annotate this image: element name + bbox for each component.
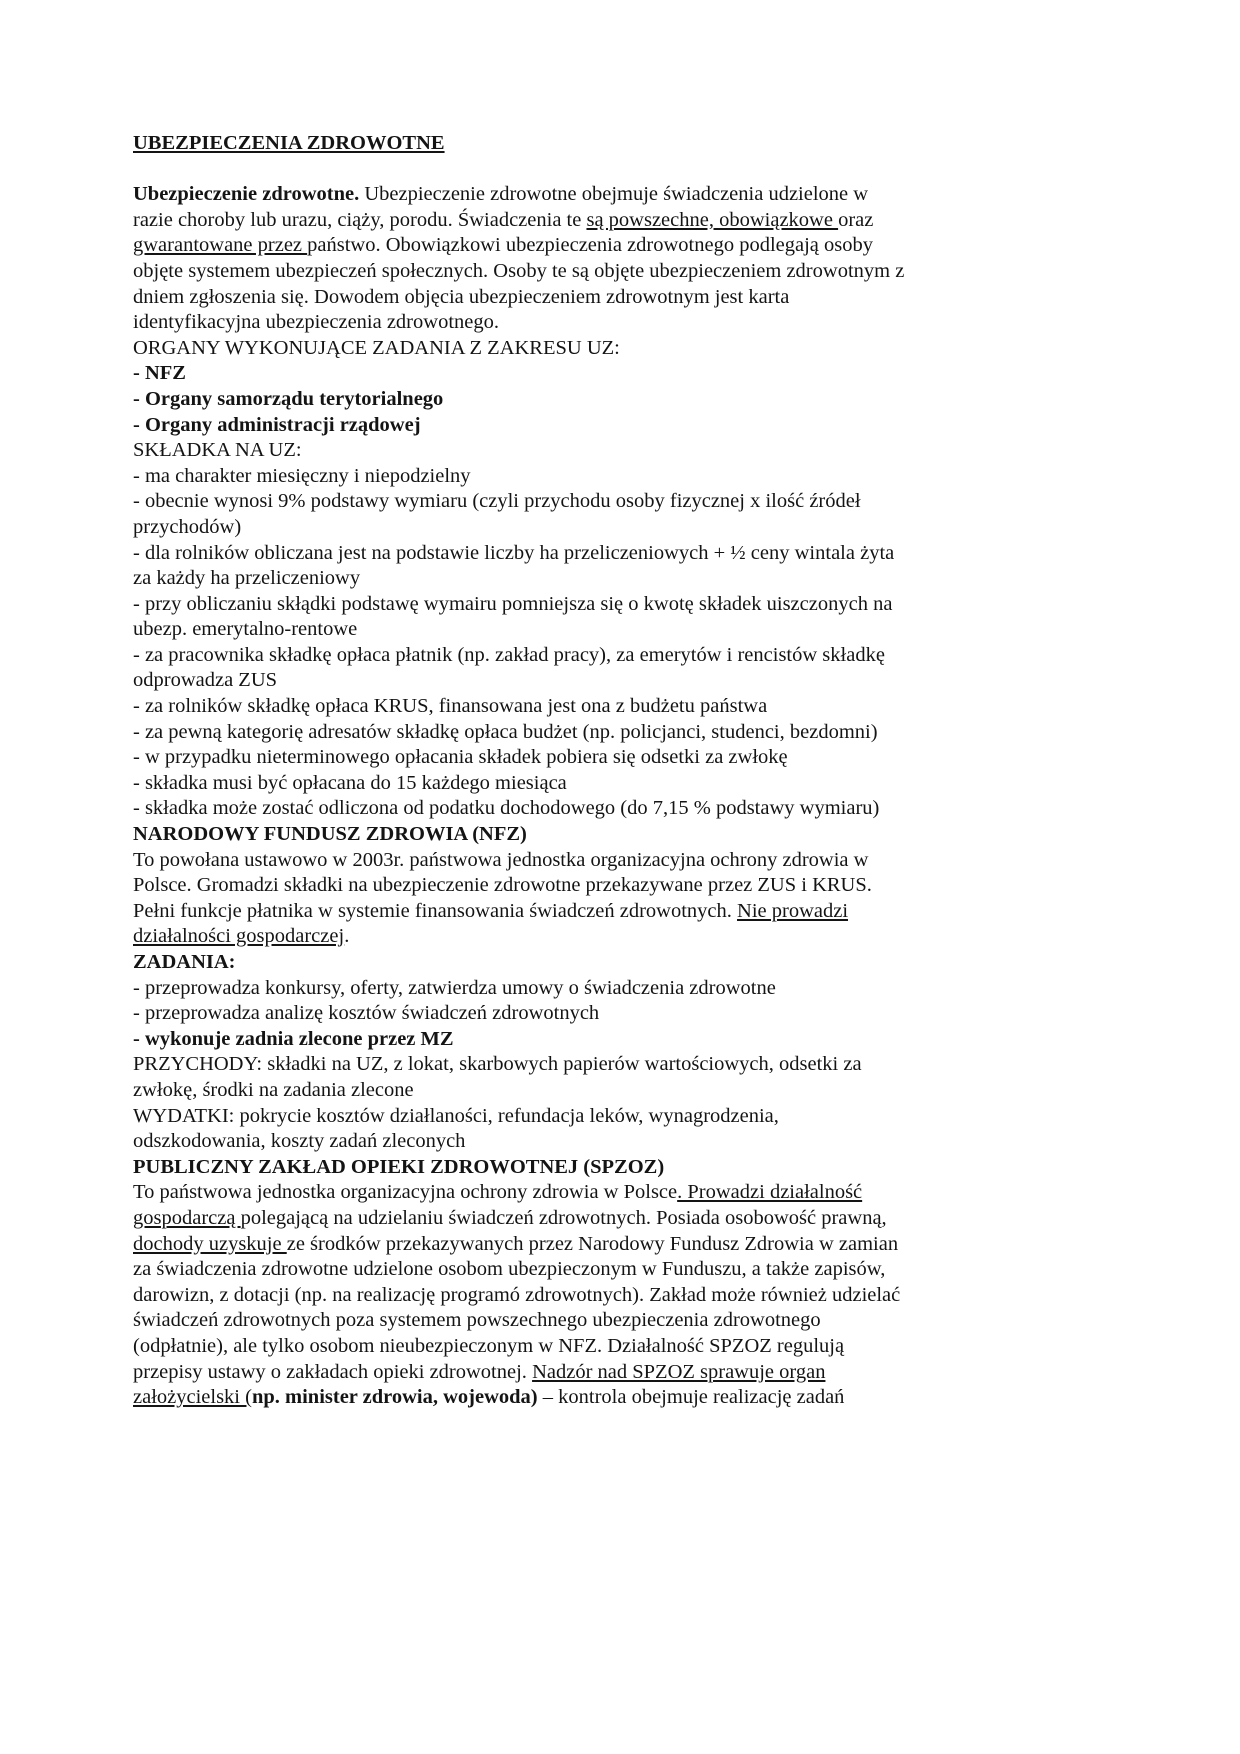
text-line — [133, 1078, 1138, 1104]
text-run: gospodarczą — [133, 1206, 241, 1229]
text-line — [133, 233, 1138, 259]
text-run: darowizn, z dotacji (np. na realizację programó zdrowotnych). Zakład może również udzielać — [133, 1283, 901, 1306]
text-line — [133, 771, 1138, 797]
text-run: - przeprowadza konkursy, oferty, zatwierdza umowy o świadczenia zdrowotne — [133, 976, 776, 999]
text-run: polegającą na udzielaniu świadczeń zdrowotnych. Posiada osobowość prawną, — [240, 1206, 887, 1229]
text-run: za każdy ha przeliczeniowy — [133, 567, 361, 590]
text-line — [133, 899, 1138, 925]
text-run: objęte systemem ubezpieczeń społecznych. Osoby te są objęte ubezpieczeniem zdrowotnym z — [133, 259, 905, 282]
text-run: (odpłatnie), ale tylko osobom nieubezpieczonym w NFZ. Działalność SPZOZ regulują — [133, 1334, 845, 1357]
text-run: - za rolników składkę opłaca KRUS, finansowana jest ona z budżetu państwa — [133, 695, 768, 718]
text-run: NARODOWY FUNDUSZ ZDROWIA (NFZ) — [133, 823, 527, 846]
text-line — [133, 182, 1138, 208]
text-line — [133, 489, 1138, 515]
text-run: To państwowa jednostka organizacyjna ochrony zdrowia w Polsce — [133, 1181, 678, 1204]
text-run: działalności gospodarczej — [133, 925, 345, 948]
text-line — [133, 515, 1138, 541]
text-run: Ubezpieczenie zdrowotne. — [133, 183, 360, 206]
text-run: - ma charakter miesięczny i niepodzielny — [133, 464, 471, 487]
text-run: UBEZPIECZENIA ZDROWOTNE — [133, 132, 445, 154]
text-run: założycielski ( — [133, 1386, 252, 1409]
text-run: zwłokę, środki na zadania zlecone — [133, 1078, 414, 1101]
text-line — [133, 1129, 1138, 1155]
text-run: - dla rolników obliczana jest na podstawie liczby ha przeliczeniowych + ½ ceny wintala żyta — [133, 541, 895, 564]
text-line — [133, 1206, 1138, 1232]
text-run: przychodów) — [133, 515, 242, 538]
text-run: dochody uzyskuje — [133, 1232, 287, 1255]
text-line — [133, 1052, 1138, 1078]
text-line — [133, 157, 1138, 183]
text-line — [133, 848, 1138, 874]
text-line — [133, 643, 1138, 669]
text-line — [133, 566, 1138, 592]
text-line — [133, 1308, 1138, 1334]
text-run: Nadzór nad SPZOZ sprawuje organ — [532, 1360, 826, 1383]
text-run: państwo. Obowiązkowi ubezpieczenia zdrowotnego podlegają osoby — [307, 234, 874, 257]
text-line — [133, 1360, 1138, 1386]
text-run: - wykonuje zadnia zlecone przez MZ — [133, 1027, 454, 1050]
text-run: - NFZ — [133, 362, 186, 385]
text-run: - składka może zostać odliczona od podatku dochodowego (do 7,15 % podstawy wymiaru) — [133, 797, 880, 820]
text-run: Ubezpieczenie zdrowotne obejmuje świadczenia udzielone w — [359, 183, 869, 206]
text-line — [133, 464, 1138, 490]
text-run: Pełni funkcje płatnika w systemie finansowania świadczeń zdrowotnych. — [133, 899, 738, 922]
text-run: - przeprowadza analizę kosztów świadczeń zdrowotnych — [133, 1002, 600, 1025]
text-run: - przy obliczaniu skłądki podstawę wymairu pomniejsza się o kwotę składek uiszczonych na — [133, 592, 893, 615]
text-run: To powołana ustawowo w 2003r. państwowa jednostka organizacyjna ochrony zdrowia w — [133, 848, 869, 871]
text-run: Nie prowadzi — [737, 899, 849, 922]
text-run: PUBLICZNY ZAKŁAD OPIEKI ZDROWOTNEJ (SPZOZ) — [133, 1155, 665, 1178]
text-line — [133, 694, 1138, 720]
text-line — [133, 668, 1138, 694]
document-lines — [133, 131, 1138, 1411]
text-line — [133, 1001, 1138, 1027]
text-run: razie choroby lub urazu, ciąży, porodu. Świadczenia te — [133, 208, 587, 231]
text-line — [133, 822, 1138, 848]
text-line — [133, 873, 1138, 899]
text-line — [133, 1104, 1138, 1130]
text-run: odszkodowania, koszty zadań zleconych — [133, 1130, 466, 1153]
text-line — [133, 131, 1138, 157]
text-run: SKŁADKA NA UZ: — [133, 439, 302, 462]
text-line — [133, 1334, 1138, 1360]
text-line — [133, 285, 1138, 311]
text-line — [133, 924, 1138, 950]
text-line — [133, 259, 1138, 285]
text-run: odprowadza ZUS — [133, 669, 278, 692]
text-run: . — [344, 925, 350, 948]
text-line — [133, 1027, 1138, 1053]
text-run: Polsce. Gromadzi składki na ubezpieczenie zdrowotne przekazywane przez ZUS i KRUS. — [133, 874, 872, 897]
text-run: – kontrola obejmuje realizację zadań — [537, 1386, 845, 1409]
text-line — [133, 438, 1138, 464]
text-line — [133, 796, 1138, 822]
text-line — [133, 413, 1138, 439]
text-line — [133, 1232, 1138, 1258]
text-run: za świadczenia zdrowotne udzielone osobom ubezpieczonym w Funduszu, a także zapisów, — [133, 1258, 886, 1281]
text-line — [133, 745, 1138, 771]
text-run: przepisy ustawy o zakładach opieki zdrowotnej. — [133, 1360, 533, 1383]
text-line — [133, 361, 1138, 387]
text-run: gwarantowane przez — [133, 234, 308, 257]
text-run: świadczeń zdrowotnych poza systemem powszechnego ubezpieczenia zdrowotnego — [133, 1309, 821, 1332]
text-line — [133, 976, 1138, 1002]
text-run: - za pracownika składkę opłaca płatnik (np. zakład pracy), za emerytów i rencistów składkę — [133, 643, 885, 666]
text-run: - składka musi być opłacana do 15 każdego miesiąca — [133, 771, 567, 794]
text-line — [133, 310, 1138, 336]
text-run: PRZYCHODY: składki na UZ, z lokat, skarbowych papierów wartościowych, odsetki za — [133, 1053, 862, 1076]
text-line — [133, 1180, 1138, 1206]
text-run: ubezp. emerytalno-rentowe — [133, 618, 358, 641]
text-line — [133, 950, 1138, 976]
text-run: identyfikacyjna ubezpieczenia zdrowotnego. — [133, 311, 499, 334]
text-line — [133, 1385, 1138, 1411]
text-run: - obecnie wynosi 9% podstawy wymiaru (czyli przychodu osoby fizycznej x ilość źródeł — [133, 490, 861, 513]
text-run: np. minister zdrowia, wojewoda) — [251, 1386, 538, 1409]
text-line — [133, 541, 1138, 567]
text-line — [133, 1257, 1138, 1283]
text-run: są powszechne, obowiązkowe — [586, 208, 839, 231]
text-run: ORGANY WYKONUJĄCE ZADANIA Z ZAKRESU UZ: — [133, 336, 620, 359]
text-run: ZADANIA: — [133, 951, 236, 973]
text-run: - w przypadku nieterminowego opłacania składek pobiera się odsetki za zwłokę — [133, 746, 788, 769]
text-run: oraz — [838, 208, 874, 231]
text-run: . Prowadzi działalność — [677, 1181, 863, 1204]
text-line — [133, 1155, 1138, 1181]
text-line — [133, 617, 1138, 643]
text-run: - Organy samorządu terytorialnego — [133, 387, 444, 410]
text-run: - za pewną kategorię adresatów składkę opłaca budżet (np. policjanci, studenci, bezdomni) — [133, 720, 878, 743]
text-line — [133, 720, 1138, 746]
text-run: WYDATKI: pokrycie kosztów działlaności, refundacja leków, wynagrodzenia, — [133, 1104, 779, 1127]
text-line — [133, 592, 1138, 618]
text-line — [133, 387, 1138, 413]
text-run: dniem zgłoszenia się. Dowodem objęcia ubezpieczeniem zdrowotnym jest karta — [133, 285, 790, 308]
text-run: ze środków przekazywanych przez Narodowy Fundusz Zdrowia w zamian — [286, 1232, 899, 1255]
text-line — [133, 1283, 1138, 1309]
text-line — [133, 208, 1138, 234]
text-line — [133, 336, 1138, 362]
text-run: - Organy administracji rządowej — [133, 413, 421, 436]
